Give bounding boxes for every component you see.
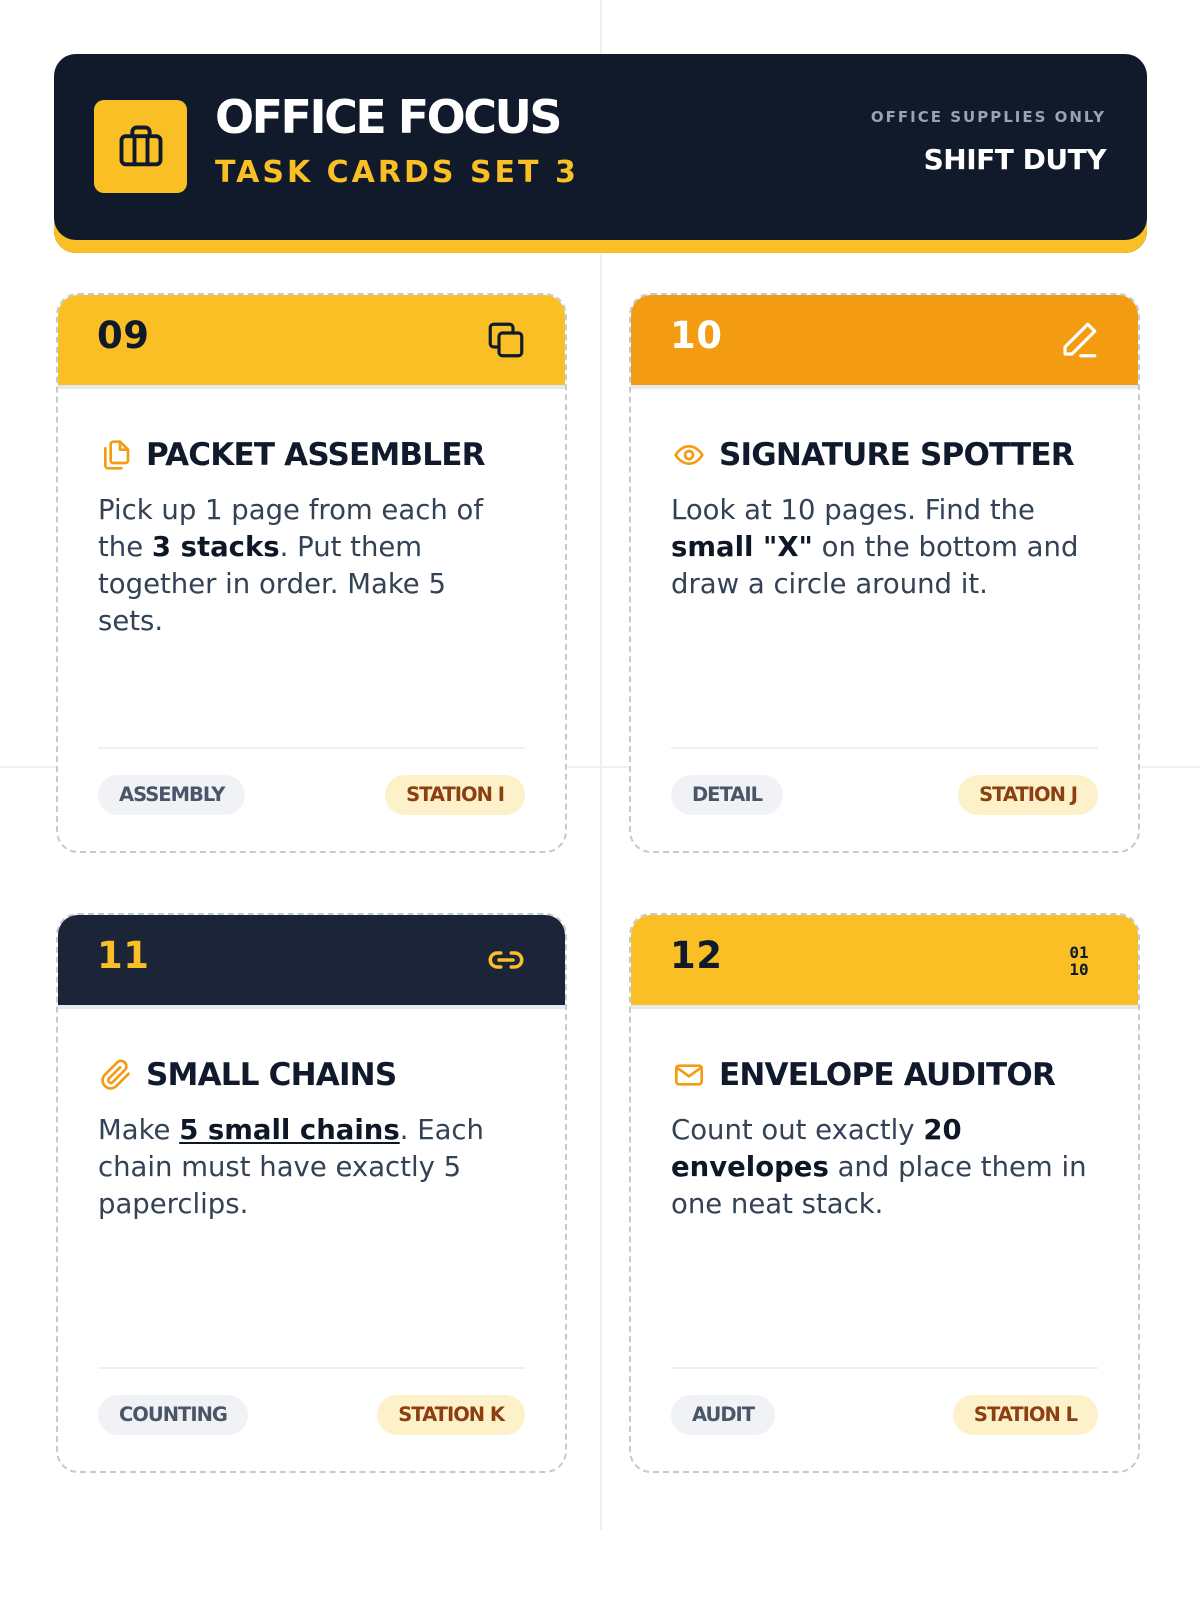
card-title-row [673, 436, 1074, 473]
station-badge: STATION K [377, 1395, 525, 1435]
page-subtitle: TASK CARDS SET 3 [215, 155, 579, 190]
task-card-10 [629, 293, 1140, 853]
card-description: Pick up 1 page from each of the 3 stacks. Put them together in order. Make 5 sets. [98, 494, 483, 637]
header-kicker: OFFICE SUPPLIES ONLY [870, 108, 1106, 126]
category-badge: COUNTING [98, 1395, 248, 1435]
emphasis: 3 stacks [151, 531, 280, 563]
card-title-row [100, 1056, 397, 1093]
emphasis: 20 envelopes [671, 1114, 962, 1183]
card-description: Make 5 small chains. Each chain must have exactly 5 paperclips. [98, 1114, 484, 1220]
task-card-09 [56, 293, 567, 853]
card-title-row [100, 436, 485, 473]
card-header-band [58, 295, 565, 389]
briefcase-icon [94, 100, 187, 193]
station-badge: STATION I [385, 775, 525, 815]
emphasis: small "X" [671, 531, 813, 563]
card-title: PACKET ASSEMBLER [146, 436, 485, 473]
station-badge: STATION J [958, 775, 1098, 815]
card-divider [671, 747, 1098, 749]
svg-text:01: 01 [1069, 943, 1089, 962]
card-divider [98, 1367, 525, 1369]
card-title: SMALL CHAINS [146, 1056, 397, 1093]
page-title: OFFICE FOCUS [215, 90, 561, 144]
card-header-band [631, 295, 1138, 389]
svg-text:10: 10 [1069, 960, 1089, 979]
card-title: SIGNATURE SPOTTER [719, 436, 1074, 473]
envelope-icon [673, 1059, 705, 1091]
binary-icon [1058, 939, 1100, 981]
card-title-row [673, 1056, 1056, 1093]
task-card-12 [629, 913, 1140, 1473]
card-number: 12 [670, 934, 723, 977]
category-badge: AUDIT [671, 1395, 775, 1435]
category-badge: DETAIL [671, 775, 783, 815]
header-duty-label: SHIFT DUTY [923, 143, 1106, 176]
card-number: 11 [97, 934, 150, 977]
card-number: 10 [670, 314, 723, 357]
card-divider [671, 1367, 1098, 1369]
header-banner [54, 54, 1147, 253]
category-badge: ASSEMBLY [98, 775, 245, 815]
eye-icon [673, 439, 705, 471]
card-description: Look at 10 pages. Find the small "X" on the bottom and draw a circle around it. [671, 494, 1079, 600]
card-header-band [58, 915, 565, 1009]
card-number: 09 [97, 314, 150, 357]
card-header-band [631, 915, 1138, 1009]
card-divider [98, 747, 525, 749]
link-icon [485, 939, 527, 981]
paperclip-icon [100, 1059, 132, 1091]
pencil-icon [1058, 319, 1100, 361]
emphasis: 5 small chains [179, 1114, 400, 1146]
card-title: ENVELOPE AUDITOR [719, 1056, 1056, 1093]
task-card-11 [56, 913, 567, 1473]
card-description: Count out exactly 20 envelopes and place them in one neat stack. [671, 1114, 1087, 1220]
copy-icon [485, 319, 527, 361]
pages-icon [100, 439, 132, 471]
station-badge: STATION L [953, 1395, 1098, 1435]
